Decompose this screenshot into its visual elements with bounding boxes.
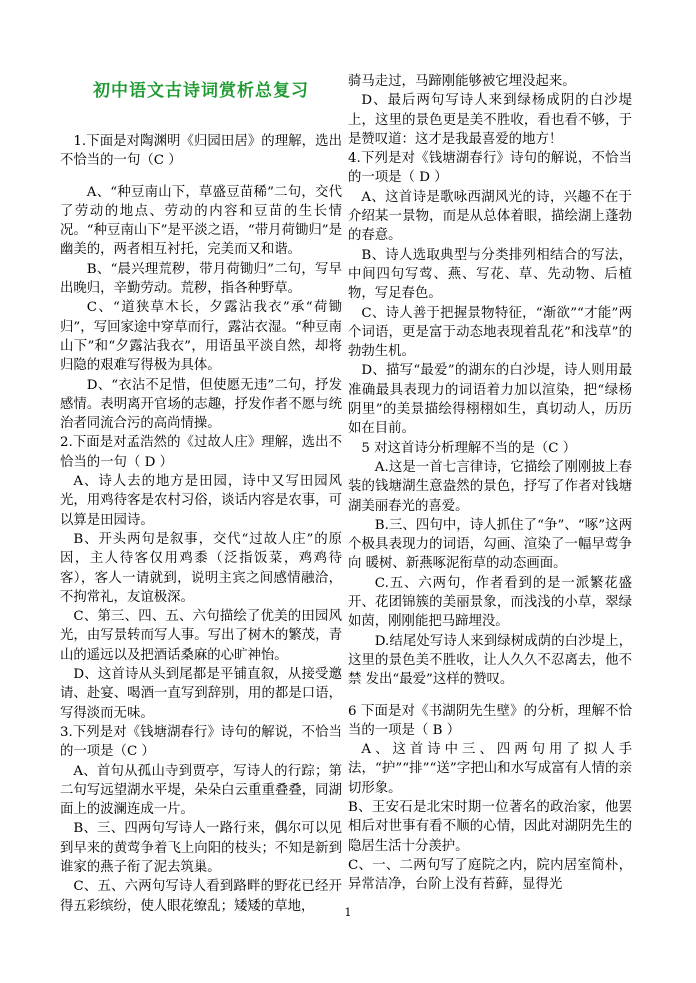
left_column-paragraph: 1.下面是对陶渊明《归园田居》的理解，选出不恰当的一句（C ） [60, 134, 342, 169]
right_column-paragraph: B.三、四句中，诗人抓住了“争”、“啄”这两个极具表现力的词语，勾画、渲染了一幅早莺争向 暖树、新燕啄泥衔草的动态画面。 [348, 517, 632, 572]
left_column-paragraph [60, 171, 342, 183]
document-title: 初中语文古诗词赏析总复习 [93, 81, 309, 101]
left-column [60, 132, 342, 916]
right_column-paragraph [348, 690, 632, 702]
right_column-paragraph: A、这首诗中三、四两句用了拟人手法，“护”“排”“送”字把山和水写成富有人情的亲切形象。 [348, 742, 632, 796]
left_column-paragraph: B、三、四两句写诗人一路行来，偶尔可以见到早来的黄莺争着飞上向阳的枝头；不知是新到谁家的燕子衔了泥去筑巢。 [60, 821, 342, 875]
right_column-paragraph: 6 下面是对《书湖阴先生壁》的分析，理解不恰当的一项是（ B ） [348, 703, 632, 738]
right_column-paragraph: D、最后两句写诗人来到绿杨成阴的白沙堤上，这里的景色更是美不胜收，看也看不够，于是赞叹道：这才是我最喜爱的地方！ [348, 93, 632, 147]
right_column-paragraph: C、一、二两句写了庭院之内，院内居室简朴，异常洁净，台阶上没有苔藓，显得光 [348, 857, 632, 893]
left_column-paragraph: B、“晨兴理荒秽，带月荷锄归”二句，写早出晚归，辛勤劳动。荒秽，指各种野草。 [60, 261, 342, 297]
right_column-paragraph: D.结尾处写诗人来到绿树成荫的白沙堤上，这里的景色美不胜收，让人久久不忍离去，他不禁 发出“最爱”这样的赞叹。 [348, 633, 632, 688]
left_column-paragraph: B、开头两句是叙事，交代“过故人庄”的原因，主人待客仅用鸡黍（泛指饭菜，鸡鸡待客），客人一请就到，说明主宾之间感情融洽，不拘常礼，友谊极深。 [60, 531, 342, 605]
right_column-paragraph: A、这首诗是歌咏西湖风光的诗，兴趣不在于介绍某一景物，而是从总体着眼，描绘湖上蓬勃的春意。 [348, 189, 632, 244]
left_column-paragraph: A、“种豆南山下，草盛豆苗稀”二句，交代了劳动的地点、劳动的内容和豆苗的生长情况。“种豆南山下”是平淡之语，“带月荷锄归”是幽美的，两者相互衬托，完美而又和谐。 [60, 184, 342, 258]
left_column-paragraph: C、第三、四、五、六句描绘了优美的田园风光，由写景转而写人事。写出了树木的繁茂，青山的遥远以及把酒话桑麻的心旷神怡。 [60, 609, 342, 663]
left_column-paragraph: 3.下列是对《钱塘湖春行》诗句的解说，不恰当的一项是（C ） [60, 724, 342, 760]
right_column-paragraph: B、诗人选取典型与分类排列相结合的写法，中间四句写莺、燕、写花、草、先动物、后植物，写足春色。 [348, 247, 632, 302]
right_column-paragraph: A.这是一首七言律诗，它描绘了刚刚披上春装的钱塘湖生意盎然的景色，抒写了作者对钱塘湖美丽春光的喜爱。 [348, 459, 632, 514]
left_column-paragraph: 2.下面是对孟浩然的《过故人庄》理解，选出不恰当的一句（ D ） [60, 435, 342, 470]
left_column-paragraph: D、这首诗从头到尾都是平铺直叙，从接受邀请、赴宴、喝酒一直写到辞别，用的都是口语，写得淡而无味。 [60, 667, 342, 721]
right_column-paragraph: 5 对这首诗分析理解不当的是（C ） [361, 440, 577, 456]
right_column-paragraph: 4.下列是对《钱塘湖春行》诗句的解说，不恰当的一项是（ D ） [348, 151, 632, 186]
left_column-paragraph: D、“衣沾不足惜，但使愿无违”二句，抒发感情。表明离开官场的志趣，抒发作者不愿与统治者同流合污的高尚情操。 [60, 377, 342, 432]
right-column [348, 72, 632, 894]
right_column-paragraph: 骑马走过，马蹄刚能够被它埋没起来。 [348, 74, 576, 89]
right_column-paragraph: D、描写“最爱”的湖东的白沙堤，诗人则用最准确最具表现力的词语着力加以渲染，把“绿杨阴里”的美景描绘得栩栩如生，真切动人，历历如在目前。 [348, 363, 632, 437]
left_column-paragraph: C、五、六两句写诗人看到路畔的野花已经开得五彩缤纷，使人眼花缭乱；矮矮的草地， [60, 879, 342, 914]
left_column-paragraph: A、诗人去的地方是田园，诗中又写田园风光，用鸡待客是农村习俗，谈话内容是农事，可以算是田园诗。 [60, 474, 342, 528]
right_column-paragraph: C、诗人善于把握景物特征，“渐欲”“才能”两个词语，更是富于动态地表现着乱花”和浅草”的勃勃生机。 [348, 305, 632, 360]
right_column-paragraph: B、王安石是北宋时期一位著名的政治家，他罢相后对世事有看不顺的心情，因此对湖阴先生的隐居生活十分羡护。 [348, 799, 632, 854]
right_column-paragraph: C.五、六两句，作者看到的是一派繁花盛开、花团锦簇的美丽景象，而浅浅的小草，翠绿如茵，刚刚能把马蹄埋没。 [348, 575, 632, 630]
left_column-paragraph: C、“道狭草木长，夕露沾我衣”承“荷锄归”，写回家途中穿草而行，露沾衣湿。“种豆南山下”和“夕露沾我衣”，用语虽平淡自然，却将归隐的艰难写得极为具体。 [60, 300, 342, 374]
left_column-paragraph: A、首句从孤山寺到贾亭，写诗人的行踪；第二句写远望湖水平堤，朵朵白云重重叠叠，同湖面上的波澜连成一片。 [60, 763, 342, 818]
page-number: 1 [344, 906, 352, 919]
